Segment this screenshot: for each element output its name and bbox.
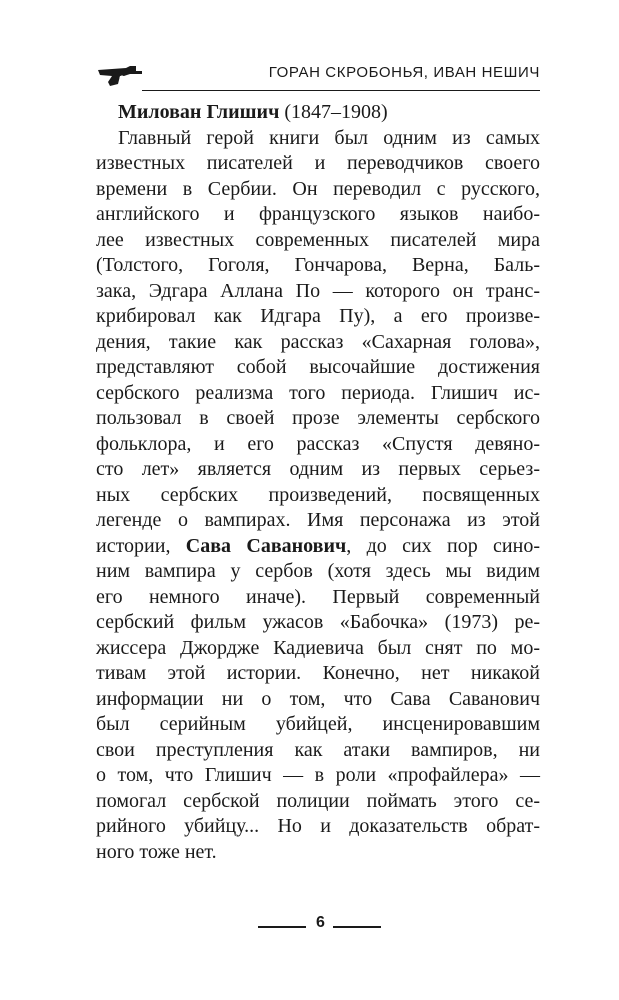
sava-name: Сава Саванович (185, 534, 347, 557)
page-text (96, 100, 540, 865)
sava-line-after: , до сих пор сино- (346, 534, 540, 557)
header-rule (142, 90, 540, 91)
text-line: времени в Сербии. Он переводил с русского, (96, 177, 540, 200)
text-line: легенде о вампирах. Имя персонажа из этой (96, 509, 540, 531)
text-line: сербского реализма того периода. Глишич ис- (96, 381, 540, 404)
text-line: помогал сербской полиции поймать этого се- (96, 789, 540, 812)
revolver-icon (96, 62, 146, 88)
text-line: о том, что Глишич — в роли «профайлера» — (96, 764, 540, 786)
text-line: жиссера Джордже Кадиевича был снят по мо- (96, 636, 540, 659)
text-line: его немного иначе). Первый современный (96, 585, 540, 608)
entry-name: Милован Глишич (118, 101, 280, 123)
text-line: Главный герой книги был одним из самых (118, 126, 540, 149)
footer-rule-left (258, 926, 306, 928)
text-line: фольклора, и его рассказ «Спустя девяно- (96, 432, 540, 455)
text-line (96, 534, 540, 560)
text-line: рийного убийцу... Но и доказательств обрат- (96, 815, 540, 837)
page-footer (0, 914, 619, 938)
text-line: сто лет» является одним из первых серьез- (96, 458, 540, 480)
running-title: ГОРАН СКРОБОНЬЯ, ИВАН НЕШИЧ (268, 64, 540, 81)
page-number: 6 (316, 914, 325, 931)
text-line: английского и французского языков наибо- (96, 203, 540, 225)
text-line: был серийным убийцей, инсценировавшим (96, 713, 540, 735)
text-line: (Толстого, Гоголя, Гончарова, Верна, Баль- (96, 254, 540, 276)
text-line: дения, такие как рассказ «Сахарная голова», (96, 330, 540, 353)
entry-years: (1847–1908) (284, 101, 388, 123)
text-line-last: ного тоже нет. (96, 840, 217, 863)
footer-rule-right (333, 926, 381, 928)
text-line: ных сербских произведений, посвященных (96, 483, 540, 506)
text-line: лее известных современных писателей мира (96, 228, 540, 251)
text-line: информации ни о том, что Сава Саванович (96, 687, 540, 710)
text-line: известных писателей и переводчиков своего (96, 152, 540, 174)
running-header (96, 58, 540, 92)
text-line: свои преступления как атаки вампиров, ни (96, 738, 540, 761)
text-line: представляют собой высочайшие достижения (96, 356, 540, 378)
text-line: крибировал как Идгара Пу), а его произве- (96, 305, 540, 327)
text-line: сербский фильм ужасов «Бабочка» (1973) ре- (96, 611, 540, 633)
text-line: пользовал в своей прозе элементы сербского (96, 407, 540, 429)
text-line: ним вампира у сербов (хотя здесь мы видим (96, 560, 540, 582)
sava-line-before: истории, (96, 534, 186, 557)
text-line: тивам этой истории. Конечно, нет никакой (96, 662, 540, 684)
text-line: зака, Эдгара Аллана По — которого он транс- (96, 279, 540, 302)
entry-heading (96, 100, 540, 126)
